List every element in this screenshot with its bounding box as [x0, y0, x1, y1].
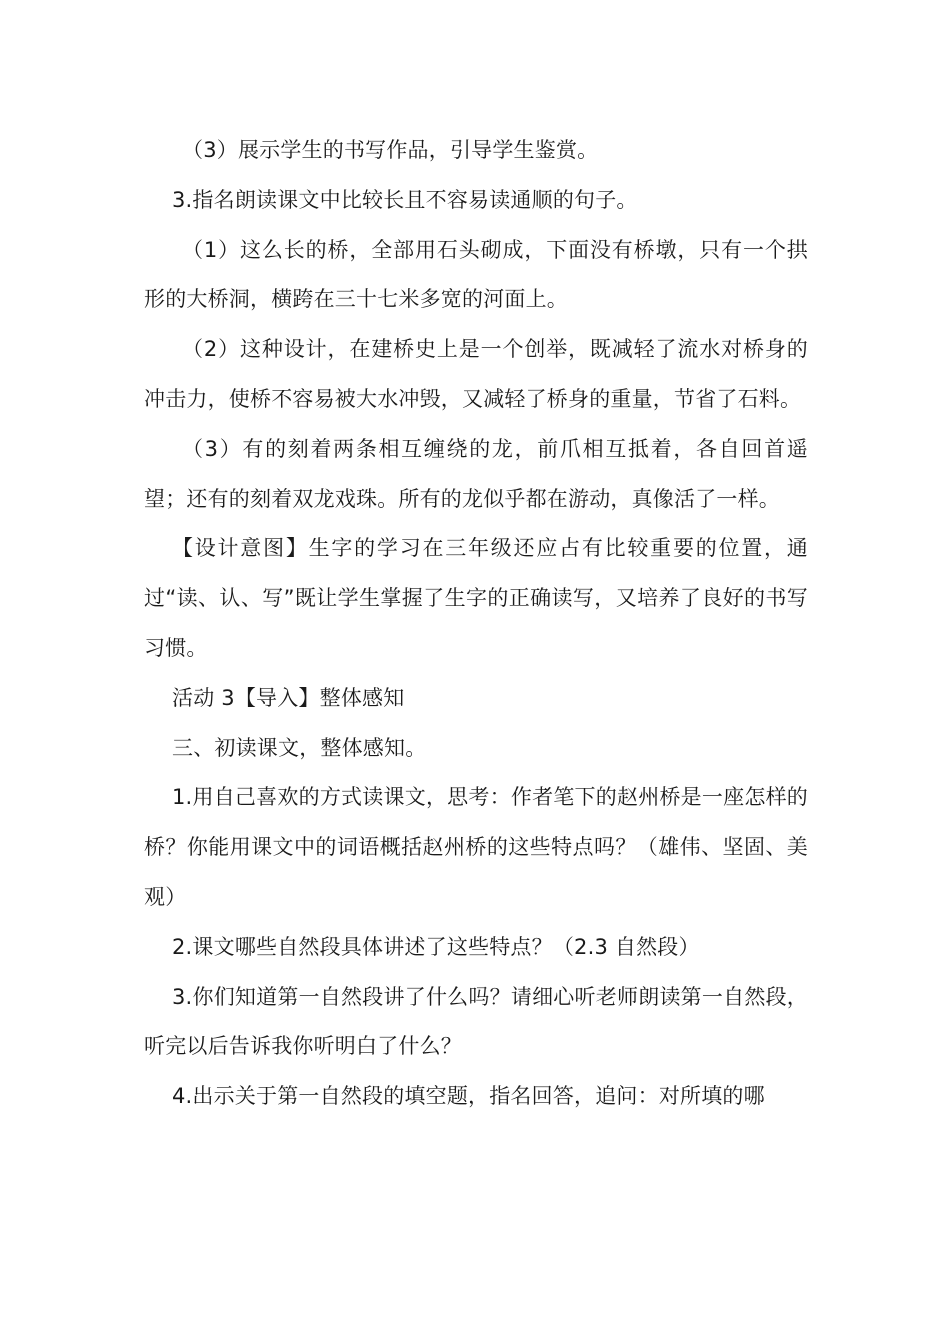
paragraph-3: （1）这么长的桥，全部用石头砌成，下面没有桥墩，只有一个拱形的大桥洞，横跨在三十七米多宽的河面上。 [144, 237, 808, 312]
paragraph-6: 【设计意图】生字的学习在三年级还应占有比较重要的位置，通过“读、认、写”既让学生掌握了生字的正确读写，又培养了良好的书写习惯。 [144, 536, 808, 660]
paragraph-4: （2）这种设计，在建桥史上是一个创举，既减轻了流水对桥身的冲击力，使桥不容易被大水冲毁，又减轻了桥身的重量，节省了石料。 [144, 337, 808, 411]
paragraph-1: （3）展示学生的书写作品，引导学生鉴赏。 [182, 138, 599, 162]
paragraph-5: （3）有的刻着两条相互缠绕的龙，前爪相互抵着，各自回首遥望；还有的刻着双龙戏珠。所有的龙似乎都在游动，真像活了一样。 [144, 436, 808, 511]
paragraph-2: 3.指名朗读课文中比较长且不容易读通顺的句子。 [172, 187, 638, 212]
paragraph-8: 三、初读课文，整体感知。 [172, 735, 427, 760]
document-body [144, 126, 808, 1122]
paragraph-10: 2.课文哪些自然段具体讲述了这些特点？（2.3 自然段） [172, 934, 700, 959]
paragraph-11: 3.你们知道第一自然段讲了什么吗？请细心听老师朗读第一自然段，听完以后告诉我你听明白了什么？ [144, 984, 808, 1059]
paragraph-7: 活动 3【导入】整体感知 [172, 685, 405, 710]
paragraph-12: 4.出示关于第一自然段的填空题，指名回答，追问：对所填的哪 [172, 1084, 765, 1109]
paragraph-9: 1.用自己喜欢的方式读课文，思考：作者笔下的赵州桥是一座怎样的桥？你能用课文中的词语概括赵州桥的这些特点吗？（雄伟、坚固、美观） [144, 785, 808, 909]
